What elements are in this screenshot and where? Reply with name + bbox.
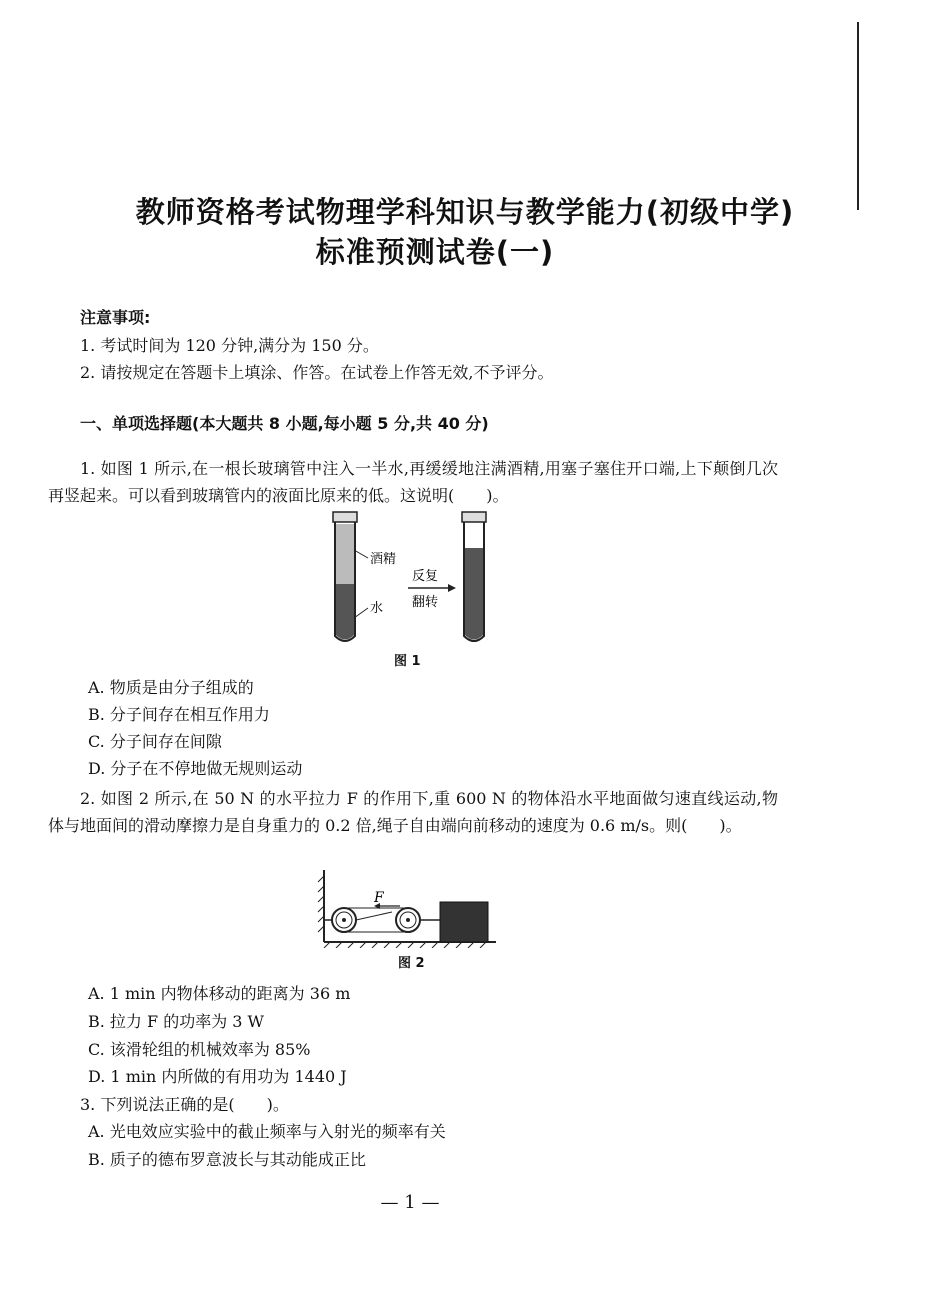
alcohol-layer: [336, 524, 354, 584]
figure-1-caption: 图 1: [394, 654, 421, 669]
arrow-head: [448, 584, 456, 592]
question-2-option-a: A. 1 min 内物体移动的距离为 36 m: [88, 984, 351, 1003]
question-1-option-a: A. 物质是由分子组成的: [88, 678, 254, 697]
question-2-option-d: D. 1 min 内所做的有用功为 1440 J: [88, 1067, 347, 1086]
arrow-label-top: 反复: [412, 569, 439, 584]
block: [440, 902, 488, 942]
page-edge-line: [857, 22, 859, 210]
exam-title-line2: 标准预测试卷(一): [315, 235, 555, 269]
question-2-option-b: B. 拉力 F 的功率为 3 W: [88, 1012, 265, 1031]
figure-2-caption: 图 2: [398, 956, 425, 971]
exam-title-line1: 教师资格考试物理学科知识与教学能力(初级中学): [135, 195, 795, 229]
question-2-option-c: C. 该滑轮组的机械效率为 85%: [88, 1040, 311, 1059]
figure-2-pulley: [316, 868, 502, 948]
notice-item-1: 1. 考试时间为 120 分钟,满分为 150 分。: [80, 336, 379, 355]
notice-item-2: 2. 请按规定在答题卡上填涂、作答。在试卷上作答无效,不予评分。: [80, 363, 554, 382]
stopper-left: [333, 512, 357, 522]
stopper-right: [462, 512, 486, 522]
figure-1-tubes: [320, 508, 500, 648]
water-layer: [336, 584, 354, 640]
section-heading: 一、单项选择题(本大题共 8 小题,每小题 5 分,共 40 分): [80, 414, 489, 433]
notice-heading: 注意事项:: [80, 308, 151, 327]
question-3-stem: 3. 下列说法正确的是( )。: [80, 1095, 289, 1114]
label-water: 水: [370, 601, 384, 616]
question-3-option-b: B. 质子的德布罗意波长与其动能成正比: [88, 1150, 366, 1169]
page-number: — 1 —: [380, 1192, 440, 1213]
question-3-option-a: A. 光电效应实验中的截止频率与入射光的频率有关: [88, 1122, 446, 1141]
question-1-option-c: C. 分子间存在间隙: [88, 732, 222, 751]
rope-free-end: [356, 912, 392, 920]
question-1-option-b: B. 分子间存在相互作用力: [88, 705, 270, 724]
arrow-label-bottom: 翻转: [412, 595, 439, 610]
label-alcohol: 酒精: [370, 552, 397, 567]
question-1-option-d: D. 分子在不停地做无规则运动: [88, 759, 303, 778]
force-label: F: [374, 890, 384, 906]
mixed-liquid: [465, 548, 483, 640]
question-1-stem: 1. 如图 1 所示,在一根长玻璃管中注入一半水,再缓缓地注满酒精,用塞子塞住开口端,上下颠倒几次再竖起来。可以看到玻璃管内的液面比原来的低。这说明( )。: [48, 459, 778, 505]
question-2-stem: 2. 如图 2 所示,在 50 N 的水平拉力 F 的作用下,重 600 N 的物体沿水平地面做匀速直线运动,物体与地面间的滑动摩擦力是自身重力的 0.2 倍,绳子自由端向前移动的速度为 0.6 m/s。则( )。: [48, 789, 778, 835]
